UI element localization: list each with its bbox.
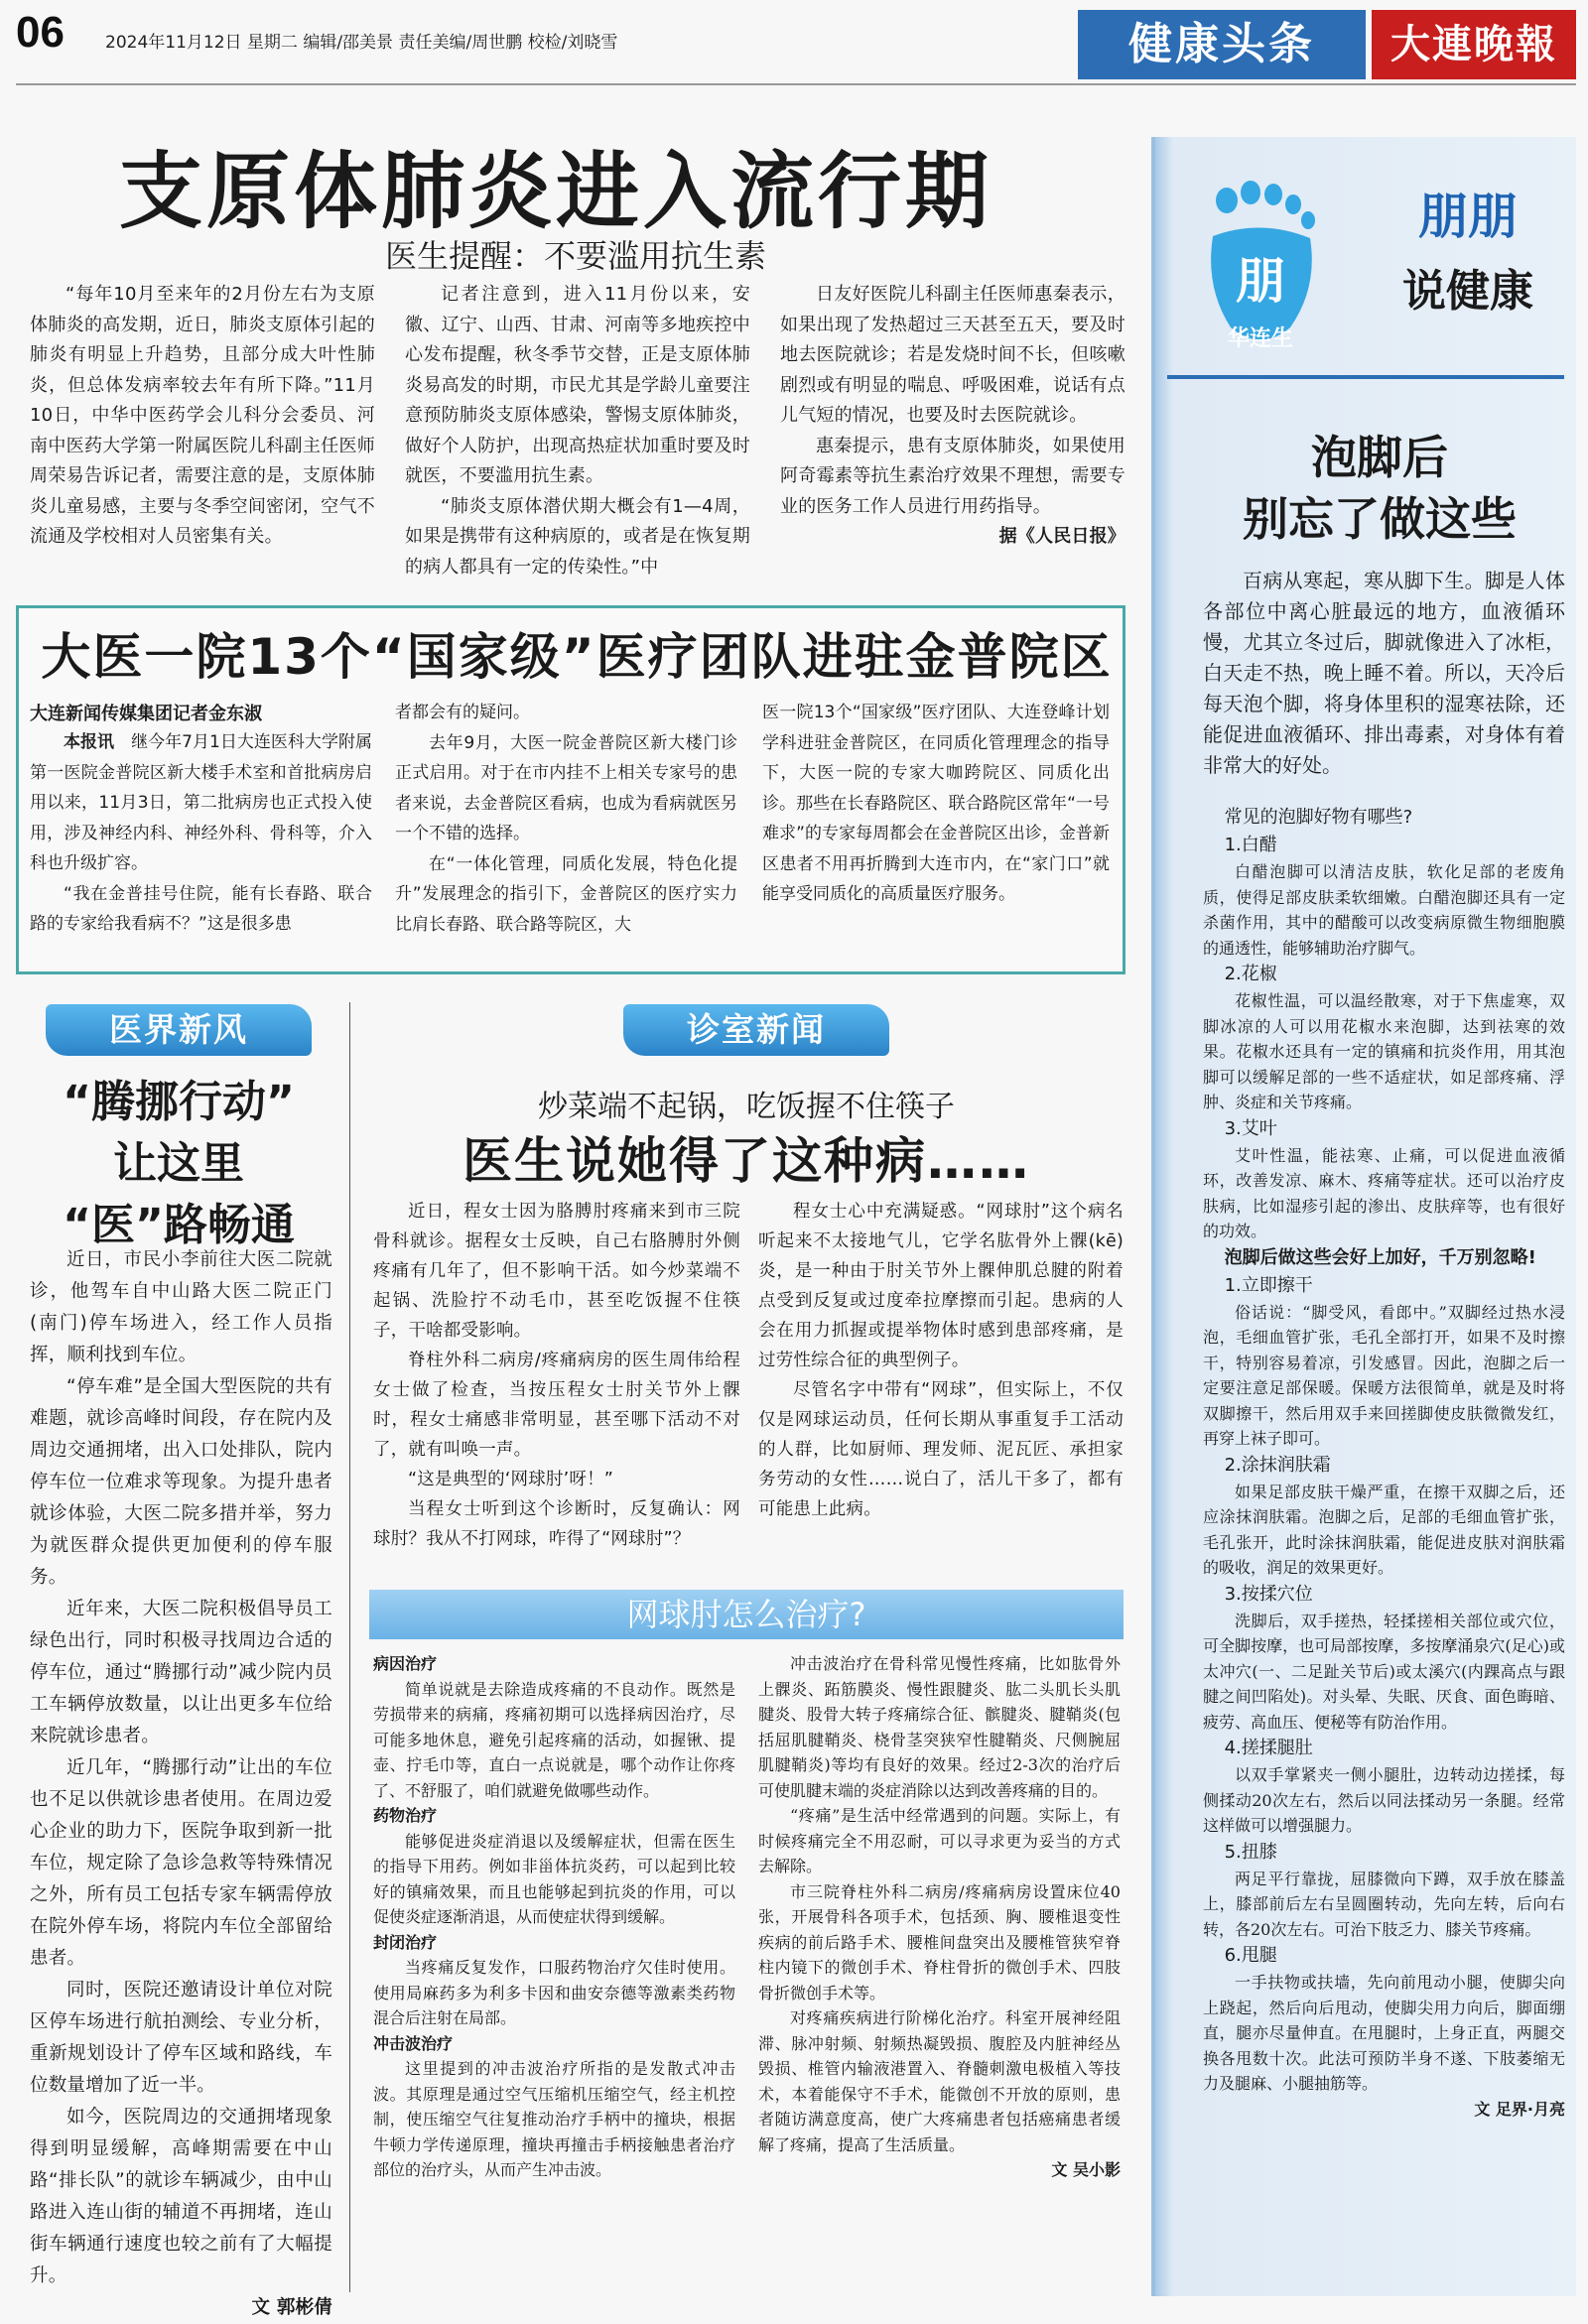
paragraph: 在“一体化管理，同质化发展，特色化提升”发展理念的指引下，金普院区的医疗实力比肩长春路、联合路等院区，大 (395, 853, 737, 935)
subhead: 药物治疗 (373, 1806, 438, 1825)
paragraph: 两足平行靠拢，屈膝微向下蹲，双手放在膝盖上，膝部前后左右呈圆圈转动，先向左转，后向右转，各20次左右。可治下肢乏力、膝关节疼痛。 (1203, 1869, 1565, 1939)
page-number: 06 (16, 8, 65, 57)
paragraph: 白醋泡脚可以清洁皮肤，软化足部的老废角质，使得足部皮肤柔软细嫩。白醋泡脚还具有一定杀菌作用，其中的醋酸可以改变病原微生物细胞膜的通透性，能够辅助治疗脚气。 (1203, 862, 1565, 958)
logo-glyph: 朋 (1236, 252, 1285, 310)
article4-col2 (758, 1197, 1124, 1584)
article3-title: “腾挪行动” 让这里 “医”路畅通 (63, 1077, 295, 1250)
paragraph: 花椒性温，可以温经散寒，对于下焦虚寒，双脚冰凉的人可以用花椒水来泡脚，达到祛寒的效果。花椒水还具有一定的镇痛和抗炎作用，用其泡脚可以缓解足部的一些不适症状，如足部疼痛、浮肿、炎症和关节疼痛。 (1203, 991, 1565, 1111)
paragraph: 者都会有的疑问。 (395, 703, 530, 722)
sidebar-body (1203, 804, 1565, 2122)
column-divider (349, 1002, 350, 2292)
newspaper-brand: 大連晚報 (1372, 10, 1576, 79)
article2-col2 (395, 698, 737, 966)
section-banner: 健康头条 (1078, 10, 1366, 79)
paragraph: 惠秦提示，患有支原体肺炎，如果使用阿奇霉素等抗生素治疗效果不理想，需要专业的医务工作人员进行用药指导。 (780, 435, 1125, 517)
sidebar-title-rule (1167, 375, 1564, 379)
paragraph: 日友好医院儿科副主任医师惠秦表示，如果出现了发热超过三天甚至五天，要及时地去医院就诊；若是发烧时间不长，但咳嗽剧烈或有明显的喘息、呼吸困难，说话有点儿气短的情况，也要及时去医院就诊。 (780, 284, 1125, 426)
paragraph: 本报讯 继今年7月1日大连医科大学附属第一医院金普院区新大楼手术室和首批病房启用以来，11月3日，第二批病房也正式投入使用，涉及神经内科、神经外科、骨科等，介入科也升级扩容。 (30, 732, 372, 873)
subhead: 封闭治疗 (373, 1932, 438, 1952)
paragraph: 对疼痛疾病进行阶梯化治疗。科室开展神经阻滞、脉冲射频、射频热凝毁损、腹腔及内脏神经丛毁损、椎管内输液港置入、脊髓刺激电极植入等技术，本着能保守不手术，能微创不开放的原则，患者随访满意度高，使广大疼痛患者包括癌痛患者缓解了疼痛，提高了生活质量。 (758, 2008, 1121, 2154)
subhead: 常见的泡脚好物有哪些? (1224, 807, 1413, 828)
footprint-icon (1201, 179, 1320, 357)
subhead: 4.搓揉腿肚 (1224, 1738, 1313, 1758)
sidebar-lead: 百病从寒起，寒从脚下生。脚是人体各部位中离心脏最远的地方，血液循环慢，尤其立冬过后，脚就像进入了冰柜，白天走不热，晚上睡不着。所以，天冷后每天泡个脚，将身体里积的湿寒祛除，还能促进血液循环、排出毒素，对身体有着非常大的好处。 (1203, 569, 1565, 777)
article2-col3 (762, 698, 1110, 966)
subhead: 冲击波治疗 (373, 2033, 454, 2053)
paragraph: 同时，医院还邀请设计单位对院区停车场进行航拍测绘、专业分析，重新规划设计了停车区域和路线，车位数量增加了近一半。 (30, 1980, 332, 2096)
paragraph: 近年来，大医二院积极倡导员工绿色出行，同时积极寻找周边合适的停车位，通过“腾挪行动”减少院内员工车辆停放数量，以让出更多车位给来院就诊患者。 (30, 1599, 332, 1746)
paragraph: “每年10月至来年的2月份左右为支原体肺炎的高发期，近日，肺炎支原体引起的肺炎有明显上升趋势，且部分成大叶性肺炎，但总体发病率较去年有所下降。”11月10日，中华中医药学会儿科分会委员、河南中医药大学第一附属医院儿科副主任医师周荣易告诉记者，需要注意的是，支原体肺炎儿童易感，主要与冬季空间密闭，空气不流通及学校相对人员密集有关。 (30, 284, 375, 547)
article4-col1 (373, 1197, 740, 1584)
section-tag-yijiexinfeng: 医界新风 (46, 1004, 312, 1056)
article4-kicker: 炒菜端不起锅，吃饭握不住筷子 (538, 1090, 955, 1124)
subhead: 2.涂抹润肤霜 (1224, 1454, 1331, 1476)
paragraph: 医一院13个“国家级”医疗团队、大连登峰计划学科进驻金普院区，在同质化管理理念的指导下，大医一院的专家大咖跨院区、同质化出诊。那些在长春路院区、联合路院区常年“一号难求”的专家每周都会在金普院区出诊，金普新区患者不用再折腾到大连市内，在“家门口”就能享受同质化的高质量医疗服务。 (762, 703, 1110, 904)
article1-subheadline: 医生提醒：不要滥用抗生素 (384, 237, 766, 275)
paragraph: 艾叶性温，能祛寒、止痛，可以促进血液循环，改善发凉、麻木、疼痛等症状。还可以治疗皮肤病，比如湿疹引起的渗出、皮肤痒等，也有很好的功效。 (1203, 1145, 1565, 1240)
article1-col3 (780, 280, 1125, 593)
paragraph: 记者注意到，进入11月份以来，安徽、辽宁、山西、甘肃、河南等多地疾控中心发布提醒，秋冬季节交替，正是支原体肺炎易高发的时期，市民尤其是学龄儿童要注意预防肺炎支原体感染，警惕支原体肺炎，做好个人防护，出现高热症状加重时要及时就医，不要滥用抗生素。 (405, 284, 750, 486)
subhead: 1.立即擦干 (1224, 1274, 1313, 1296)
paragraph: 尽管名字中带有“网球”，但实际上，不仅仅是网球运动员，任何长期从事重复手工活动的人群，比如厨师、理发师、泥瓦匠、承担家务劳动的女性……说白了，活儿干多了，都有可能患上此病。 (758, 1380, 1124, 1519)
paragraph: “这是典型的‘网球肘’呀！” (408, 1470, 614, 1489)
paragraph: 去年9月，大医一院金普院区新大楼门诊正式启用。对于在市内挂不上相关专家号的患者来说，去金普院区看病，也成为看病就医另一个不错的选择。 (395, 732, 737, 843)
article1-headline: 支原体肺炎进入流行期 (118, 143, 992, 240)
paragraph: 当程女士听到这个诊断时，反复确认：网球肘？我从不打网球，咋得了“网球肘”？ (373, 1499, 740, 1549)
paragraph: “停车难”是全国大型医院的共有难题，就诊高峰时间段，存在院内及周边交通拥堵，出入口处排队，院内停车位一位难求等现象。为提升患者就诊体验，大医二院多措并举，努力为就医群众提供更加便利的停车服务。 (30, 1376, 332, 1588)
treatment-col2 (758, 1651, 1121, 2296)
paragraph: 简单说就是去除造成疼痛的不良动作。既然是劳损带来的病痛，疼痛初期可以选择病因治疗，尽可能多地休息，避免引起疼痛的活动，如握锹、提壶、拧毛巾等，直白一点说就是，哪个动作让你疼了、不舒服了，咱们就避免做哪些动作。 (373, 1679, 735, 1800)
article3-author: 文 郭彬倩 (251, 2297, 332, 2318)
sidebar-author: 文 足界·月亮 (1474, 2099, 1565, 2119)
dateline: 2024年11月12日 星期二 编辑/邵美景 责任美编/周世鹏 校检/刘晓雪 (105, 33, 618, 53)
paragraph: 这里提到的冲击波治疗所指的是发散式冲击波。其原理是通过空气压缩机压缩空气，经主机控制，使压缩空气往复推动治疗手柄中的撞块，根据牛顿力学传递原理，撞块再撞击手柄接触患者治疗部位的治疗头，从而产生冲击波。 (373, 2059, 735, 2179)
paragraph: 程女士心中充满疑惑。“网球肘”这个病名听起来不太接地气儿，它学名肱骨外上髁(kē)炎，是一种由于肘关节外上髁伸肌总腱的附着点受到反复或过度牵拉摩擦而引起。患病的人会在用力抓握或提举物体时感到患部疼痛，是过劳性综合征的典型例子。 (758, 1202, 1124, 1370)
logo-name: 华连生 (1227, 326, 1294, 351)
paragraph: “我在金普挂号住院，能有长春路、联合路的专家给我看病不？”这是很多患 (30, 883, 372, 934)
article2-col1 (30, 727, 372, 966)
article1-col2 (405, 280, 750, 593)
paragraph: 洗脚后，双手搓热，轻揉搓相关部位或穴位，可全脚按摩，也可局部按摩，多按摩涌泉穴(足心)或太冲穴(一、二足趾关节后)或太溪穴(内踝高点与跟腱之间凹陷处)。对头晕、失眠、厌食、面色晦暗、疲劳、高血压、便秘等有防治作用。 (1203, 1611, 1565, 1732)
subhead: 3.艾叶 (1224, 1117, 1277, 1139)
subhead: 1.白醋 (1224, 835, 1277, 855)
paragraph: 冲击波治疗在骨科常见慢性疼痛，比如肱骨外上髁炎、跖筋膜炎、慢性跟腱炎、肱二头肌长头肌腱炎、股骨大转子疼痛综合征、髌腱炎、腱鞘炎(包括屈肌腱鞘炎、桡骨茎突狭窄性腱鞘炎、尺侧腕屈肌腱鞘炎)等均有良好的效果。经过2-3次的治疗后可使肌腱末端的炎症消除以达到改善疼痛的目的。 (758, 1654, 1121, 1800)
article2-byline: 大连新闻传媒集团记者金东淑 (30, 704, 262, 724)
subhead: 6.甩腿 (1224, 1945, 1277, 1966)
paragraph: 能够促进炎症消退以及缓解症状，但需在医生的指导下用药。例如非甾体抗炎药，可以起到比较好的镇痛效果，而且也能够起到抗炎的作用，可以促使炎症逐渐消退，从而使症状得到缓解。 (373, 1831, 735, 1926)
column-logo (1201, 179, 1320, 357)
paragraph: 近几年，“腾挪行动”让出的车位也不足以供就诊患者使用。在周边爱心企业的助力下，医院争取到新一批车位，规定除了急诊急救等特殊情况之外，所有员工包括专家车辆需停放在院外停车场，将院内车位全部留给患者。 (30, 1757, 332, 1969)
subhead: 病因治疗 (373, 1654, 438, 1673)
paragraph: 当疼痛反复发作，口服药物治疗欠佳时使用。使用局麻药多为利多卡因和曲安奈德等激素类药物混合后注射在局部。 (373, 1958, 735, 2027)
paragraph: 以双手掌紧夹一侧小腿肚，边转动边搓揉，每侧揉动20次左右，然后以同法揉动另一条腿。经常这样做可以增强腿力。 (1203, 1765, 1565, 1835)
paragraph: 如今，医院周边的交通拥堵现象得到明显缓解，高峰期需要在中山路“排长队”的就诊车辆减少，由中山路进入连山街的辅道不再拥堵，连山街车辆通行速度也较之前有了大幅提升。 (30, 2107, 332, 2286)
subhead: 2.花椒 (1224, 964, 1277, 984)
paragraph: “肺炎支原体潜伏期大概会有1—4周，如果是携带有这种病原的，或者是在恢复期的病人都具有一定的传染性。”中 (405, 495, 750, 578)
paragraph: 近日，程女士因为胳膊肘疼痛来到市三院骨科就诊。据程女士反映，自己右胳膊肘外侧疼痛有几年了，但不影响干活。如今炒菜端不起锅、洗脸拧不动毛巾，甚至吃饭握不住筷子，干啥都受影响。 (373, 1202, 740, 1341)
article4-headline: 医生说她得了这种病…… (463, 1132, 1030, 1190)
subhead: 3.按揉穴位 (1224, 1583, 1313, 1605)
article4-author: 文 吴小影 (1051, 2160, 1121, 2179)
paragraph: 近日，市民小李前往大医二院就诊，他驾车自中山路大医二院正门(南门)停车场进入，经工作人员指挥，顺利找到车位。 (30, 1249, 332, 1365)
paragraph: 一手扶物或扶墙，先向前甩动小腿，使脚尖向上跷起，然后向后甩动，使脚尖用力向后，脚面绷直，腿亦尽量伸直。在甩腿时，上身正直，两腿交换各甩数十次。此法可预防半身不遂、下肢萎缩无力及腿麻、小腿抽筋等。 (1203, 1973, 1565, 2093)
paragraph: 俗话说：“脚受风，看郎中。”双脚经过热水浸泡，毛细血管扩张，毛孔全部打开，如果不及时擦干，特别容易着凉，引发感冒。因此，泡脚之后一定要注意足部保暖。保暖方法很简单，就是及时将双脚擦干，然后用双手来回搓脚使皮肤微微发红，再穿上袜子即可。 (1203, 1302, 1565, 1448)
treatment-col1 (373, 1651, 735, 2296)
column-title: 朋朋 说健康 (1402, 188, 1533, 317)
article2-headline: 大医一院13个“国家级”医疗团队进驻金普院区 (41, 628, 1113, 686)
paragraph: “疼痛”是生活中经常遇到的问题。实际上，有时候疼痛完全不用忍耐，可以寻求更为妥当的方式去解除。 (758, 1806, 1121, 1875)
article3-body (30, 1244, 332, 2318)
paragraph: 如果足部皮肤干燥严重，在擦干双脚之后，还应涂抹润肤霜。泡脚之后，足部的毛细血管扩张，毛孔张开，此时涂抹润肤霜，能促进皮肤对润肤霜的吸收，润足的效果更好。 (1203, 1482, 1565, 1577)
sidebar-headline: 泡脚后 别忘了做这些 (1243, 431, 1517, 546)
paragraph: 脊柱外科二病房/疼痛病房的医生周伟给程女士做了检查，当按压程女士肘关节外上髁时，程女士痛感非常明显，甚至哪下活动不对了，就有叫唤一声。 (373, 1351, 740, 1460)
article1-col1 (30, 280, 375, 593)
treatment-box-title: 网球肘怎么治疗? (369, 1590, 1124, 1639)
subhead: 5.扭膝 (1224, 1841, 1277, 1863)
masthead-rule (16, 83, 1576, 85)
subhead: 泡脚后做这些会好上加好，千万别忽略! (1224, 1246, 1536, 1268)
lead-label: 本报讯 (64, 732, 115, 752)
article1-source: 据《人民日报》 (998, 526, 1125, 547)
paragraph: 市三院脊柱外科二病房/疼痛病房设置床位40张，开展骨科各项手术，包括颈、胸、腰椎退变性疾病的前后路手术、腰椎间盘突出及腰椎管狭窄脊柱内镜下的微创手术、脊柱骨折的微创手术、四肢骨折微创手术等。 (758, 1881, 1121, 2002)
section-tag-zhenshixinwen: 诊室新闻 (623, 1004, 889, 1056)
